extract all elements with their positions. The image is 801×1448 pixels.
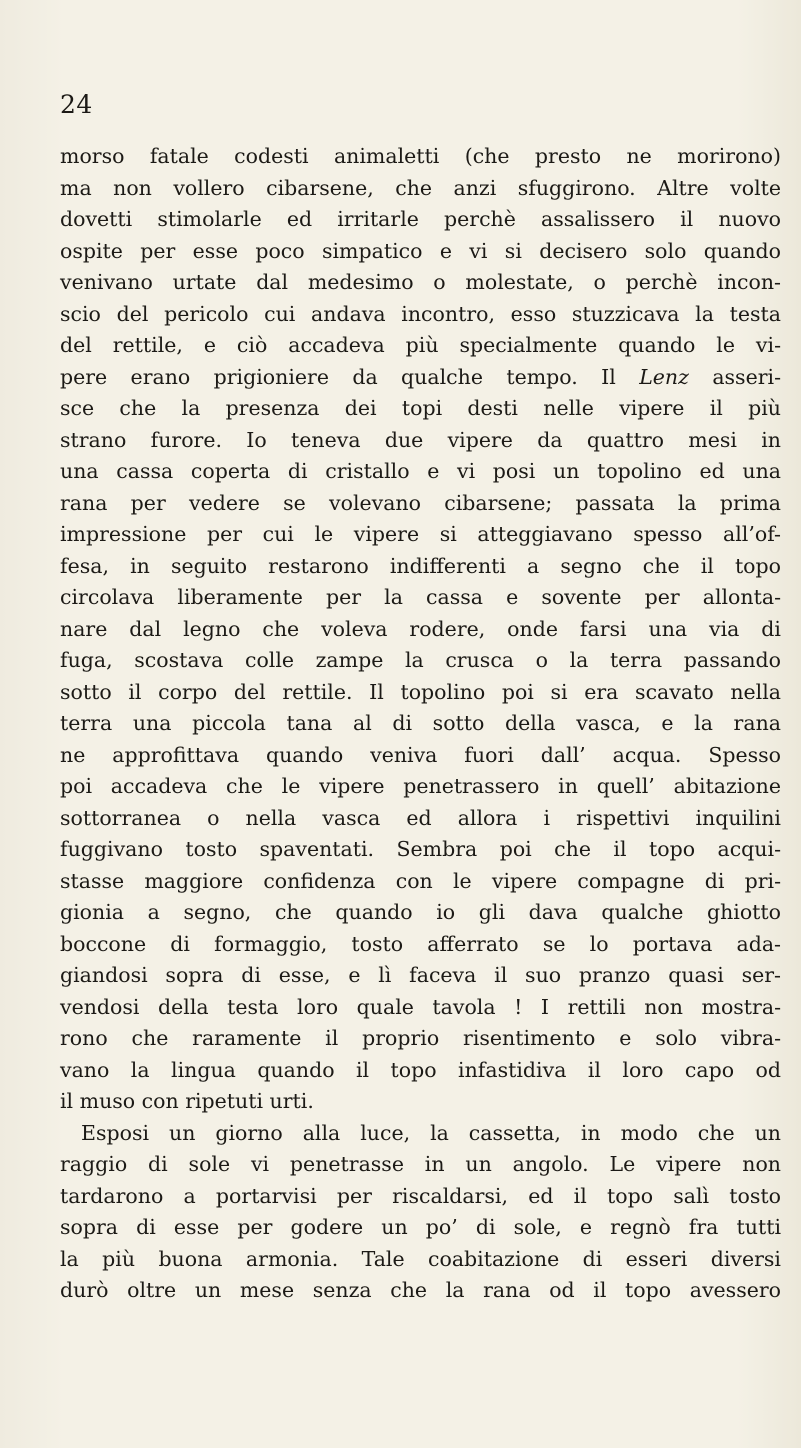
text-line: morso fatale codesti animaletti (che presto ne morirono): [60, 144, 781, 168]
body-text: [60, 141, 781, 1307]
text-line: gionia a segno, che quando io gli dava qualche ghiotto: [60, 900, 781, 924]
text-line: sottorranea o nella vasca ed allora i rispettivi inquilini: [60, 805, 781, 830]
text-line: raggio di sole vi penetrasse in un angolo. Le vipere non: [60, 1152, 781, 1176]
text-line-paragraph-start: Esposi un giorno alla luce, la cassetta, in modo che un: [81, 1120, 781, 1145]
text-line: la più buona armonia. Tale coabitazione di esseri diversi: [60, 1246, 781, 1271]
text-line: vano la lingua quando il topo infastidiva il loro capo od: [60, 1057, 781, 1082]
text-line: ne approfittava quando veniva fuori dall’ acqua. Spesso: [60, 742, 781, 767]
text-line: venivano urtate dal medesimo o molestate, o perchè incon-: [60, 270, 781, 294]
text-line: sopra di esse per godere un po’ di sole, e regnò fra tutti: [60, 1215, 781, 1239]
text-line: durò oltre un mese senza che la rana od il topo avessero: [60, 1278, 781, 1302]
text-line: scio del pericolo cui andava incontro, esso stuzzicava la testa: [60, 301, 781, 326]
text-line: impressione per cui le vipere si atteggiavano spesso all’of-: [60, 522, 781, 546]
page-number: 24: [60, 90, 93, 119]
text-line: dovetti stimolarle ed irritarle perchè assalissero il nuovo: [60, 207, 781, 231]
text-line: boccone di formaggio, tosto afferrato se lo portava ada-: [60, 931, 781, 956]
text-segment: asseri-: [688, 364, 781, 389]
text-line: circolava liberamente per la cassa e sovente per allonta-: [60, 585, 781, 609]
text-line: fesa, in seguito restarono indifferenti a segno che il topo: [60, 553, 781, 578]
italic-author-name: Lenz: [639, 364, 689, 389]
text-line: sotto il corpo del rettile. Il topolino poi si era scavato nella: [60, 679, 781, 704]
text-line: ospite per esse poco simpatico e vi si decisero solo quando: [60, 238, 781, 263]
text-segment: pere erano prigioniere da qualche tempo. Il: [60, 364, 640, 389]
text-line: sce che la presenza dei topi desti nelle vipere il più: [60, 396, 781, 420]
text-line: tardarono a portarvisi per riscaldarsi, ed il topo salì tosto: [60, 1183, 781, 1208]
text-line-paragraph-end: il muso con ripetuti urti.: [60, 1089, 314, 1113]
text-line: fuga, scostava colle zampe la crusca o la terra passando: [60, 648, 781, 672]
text-line: poi accadeva che le vipere penetrassero in quell’ abitazione: [60, 774, 781, 798]
text-line: rono che raramente il proprio risentimento e solo vibra-: [60, 1026, 781, 1050]
text-line: terra una piccola tana al di sotto della vasca, e la rana: [60, 711, 781, 735]
text-line: giandosi sopra di esse, e lì faceva il suo pranzo quasi ser-: [60, 963, 781, 987]
text-line: fuggivano tosto spaventati. Sembra poi che il topo acqui-: [60, 837, 781, 861]
text-line: del rettile, e ciò accadeva più specialmente quando le vi-: [60, 333, 781, 357]
text-line: ma non vollero cibarsene, che anzi sfuggirono. Altre volte: [60, 175, 781, 200]
text-line: nare dal legno che voleva rodere, onde farsi una via di: [60, 616, 781, 641]
text-line-with-italic: [60, 362, 781, 394]
text-line: vendosi della testa loro quale tavola ! I rettili non mostra-: [60, 994, 781, 1019]
text-line: una cassa coperta di cristallo e vi posi un topolino ed una: [60, 459, 781, 483]
text-line: rana per vedere se volevano cibarsene; passata la prima: [60, 490, 781, 515]
text-line: strano furore. Io teneva due vipere da quattro mesi in: [60, 427, 781, 452]
text-line: stasse maggiore confidenza con le vipere compagne di pri-: [60, 868, 781, 893]
